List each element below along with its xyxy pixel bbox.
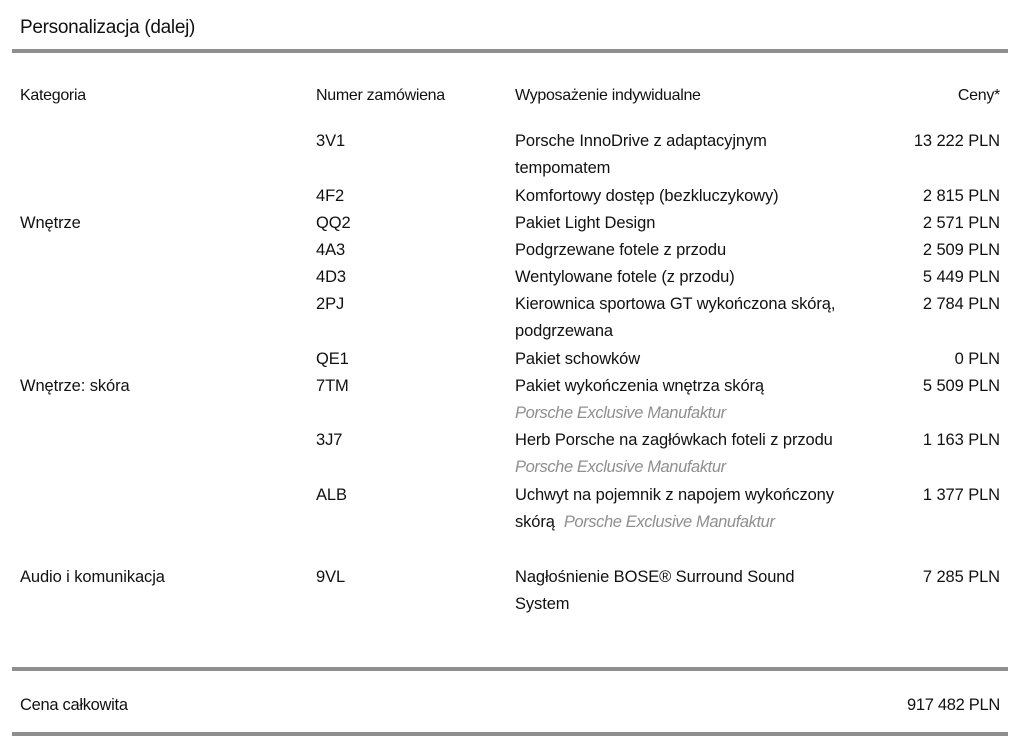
row-description	[515, 427, 845, 482]
row-description-text: Podgrzewane fotele z przodu	[515, 241, 727, 259]
row-category: Wnętrze: skóra	[20, 377, 130, 395]
row-description-text: Komfortowy dostęp (bezkluczykowy)	[515, 187, 779, 205]
row-price: 2 509 PLN	[922, 241, 1000, 259]
row-code: 4A3	[316, 241, 346, 259]
total-value: 917 482 PLN	[906, 696, 1000, 714]
row-price: 13 222 PLN	[913, 132, 1000, 150]
row-price: 2 815 PLN	[922, 187, 1000, 205]
total-bottom-divider	[12, 732, 1008, 736]
total-label: Cena całkowita	[20, 696, 128, 714]
row-category: Wnętrze	[20, 214, 81, 232]
row-price: 0 PLN	[954, 350, 1000, 368]
row-description-text: Herb Porsche na zagłówkach foteli z przodu	[515, 431, 833, 449]
row-description	[515, 183, 845, 210]
row-description	[515, 128, 845, 183]
row-description-text: Pakiet wykończenia wnętrza skórą	[515, 377, 764, 395]
row-description-text: Pakiet Light Design	[515, 214, 656, 232]
total-top-divider	[12, 667, 1008, 671]
row-code: 4D3	[316, 268, 346, 286]
row-description-text: Kierownica sportowa GT wykończona skórą, podgrzewana	[515, 295, 836, 341]
title-divider	[12, 49, 1008, 53]
row-price: 5 449 PLN	[922, 268, 1000, 286]
row-description	[515, 264, 845, 291]
row-price: 1 377 PLN	[922, 486, 1000, 504]
row-code: QE1	[316, 350, 349, 368]
row-price: 1 163 PLN	[922, 431, 1000, 449]
manufaktur-note: Porsche Exclusive Manufaktur	[563, 513, 775, 532]
row-code: 4F2	[316, 187, 345, 205]
row-category: Audio i komunikacja	[20, 568, 165, 586]
row-description	[515, 373, 845, 428]
row-code: 3V1	[316, 132, 346, 150]
header-price: Ceny*	[957, 87, 1000, 104]
row-description-text: Uchwyt na pojemnik z napojem wykończony skórą	[515, 486, 834, 532]
row-description-text: Wentylowane fotele (z przodu)	[515, 268, 735, 286]
row-code: 3J7	[316, 431, 343, 449]
row-code: 2PJ	[316, 295, 345, 313]
row-description	[515, 346, 845, 373]
manufaktur-note: Porsche Exclusive Manufaktur	[515, 404, 726, 423]
row-code: 9VL	[316, 568, 346, 586]
row-code: 7TM	[316, 377, 349, 395]
row-description-text: Porsche InnoDrive z adaptacyjnym tempomatem	[515, 132, 767, 178]
row-code: QQ2	[316, 214, 351, 232]
header-category: Kategoria	[20, 87, 86, 104]
row-price: 5 509 PLN	[922, 377, 1000, 395]
manufaktur-note: Porsche Exclusive Manufaktur	[515, 458, 726, 477]
row-description	[515, 564, 845, 619]
row-code: ALB	[316, 486, 347, 504]
header-order-number: Numer zamówiena	[316, 87, 445, 104]
row-description-text: Nagłośnienie BOSE® Surround Sound System	[515, 568, 795, 614]
row-description	[515, 291, 845, 346]
row-description	[515, 482, 845, 537]
row-description-text: Pakiet schowków	[515, 350, 641, 368]
row-price: 2 784 PLN	[922, 295, 1000, 313]
row-description	[515, 210, 845, 237]
header-equipment: Wyposażenie indywidualne	[515, 87, 701, 104]
row-price: 7 285 PLN	[922, 568, 1000, 586]
page-title: Personalizacja (dalej)	[20, 17, 196, 38]
row-price: 2 571 PLN	[922, 214, 1000, 232]
row-description	[515, 237, 845, 264]
